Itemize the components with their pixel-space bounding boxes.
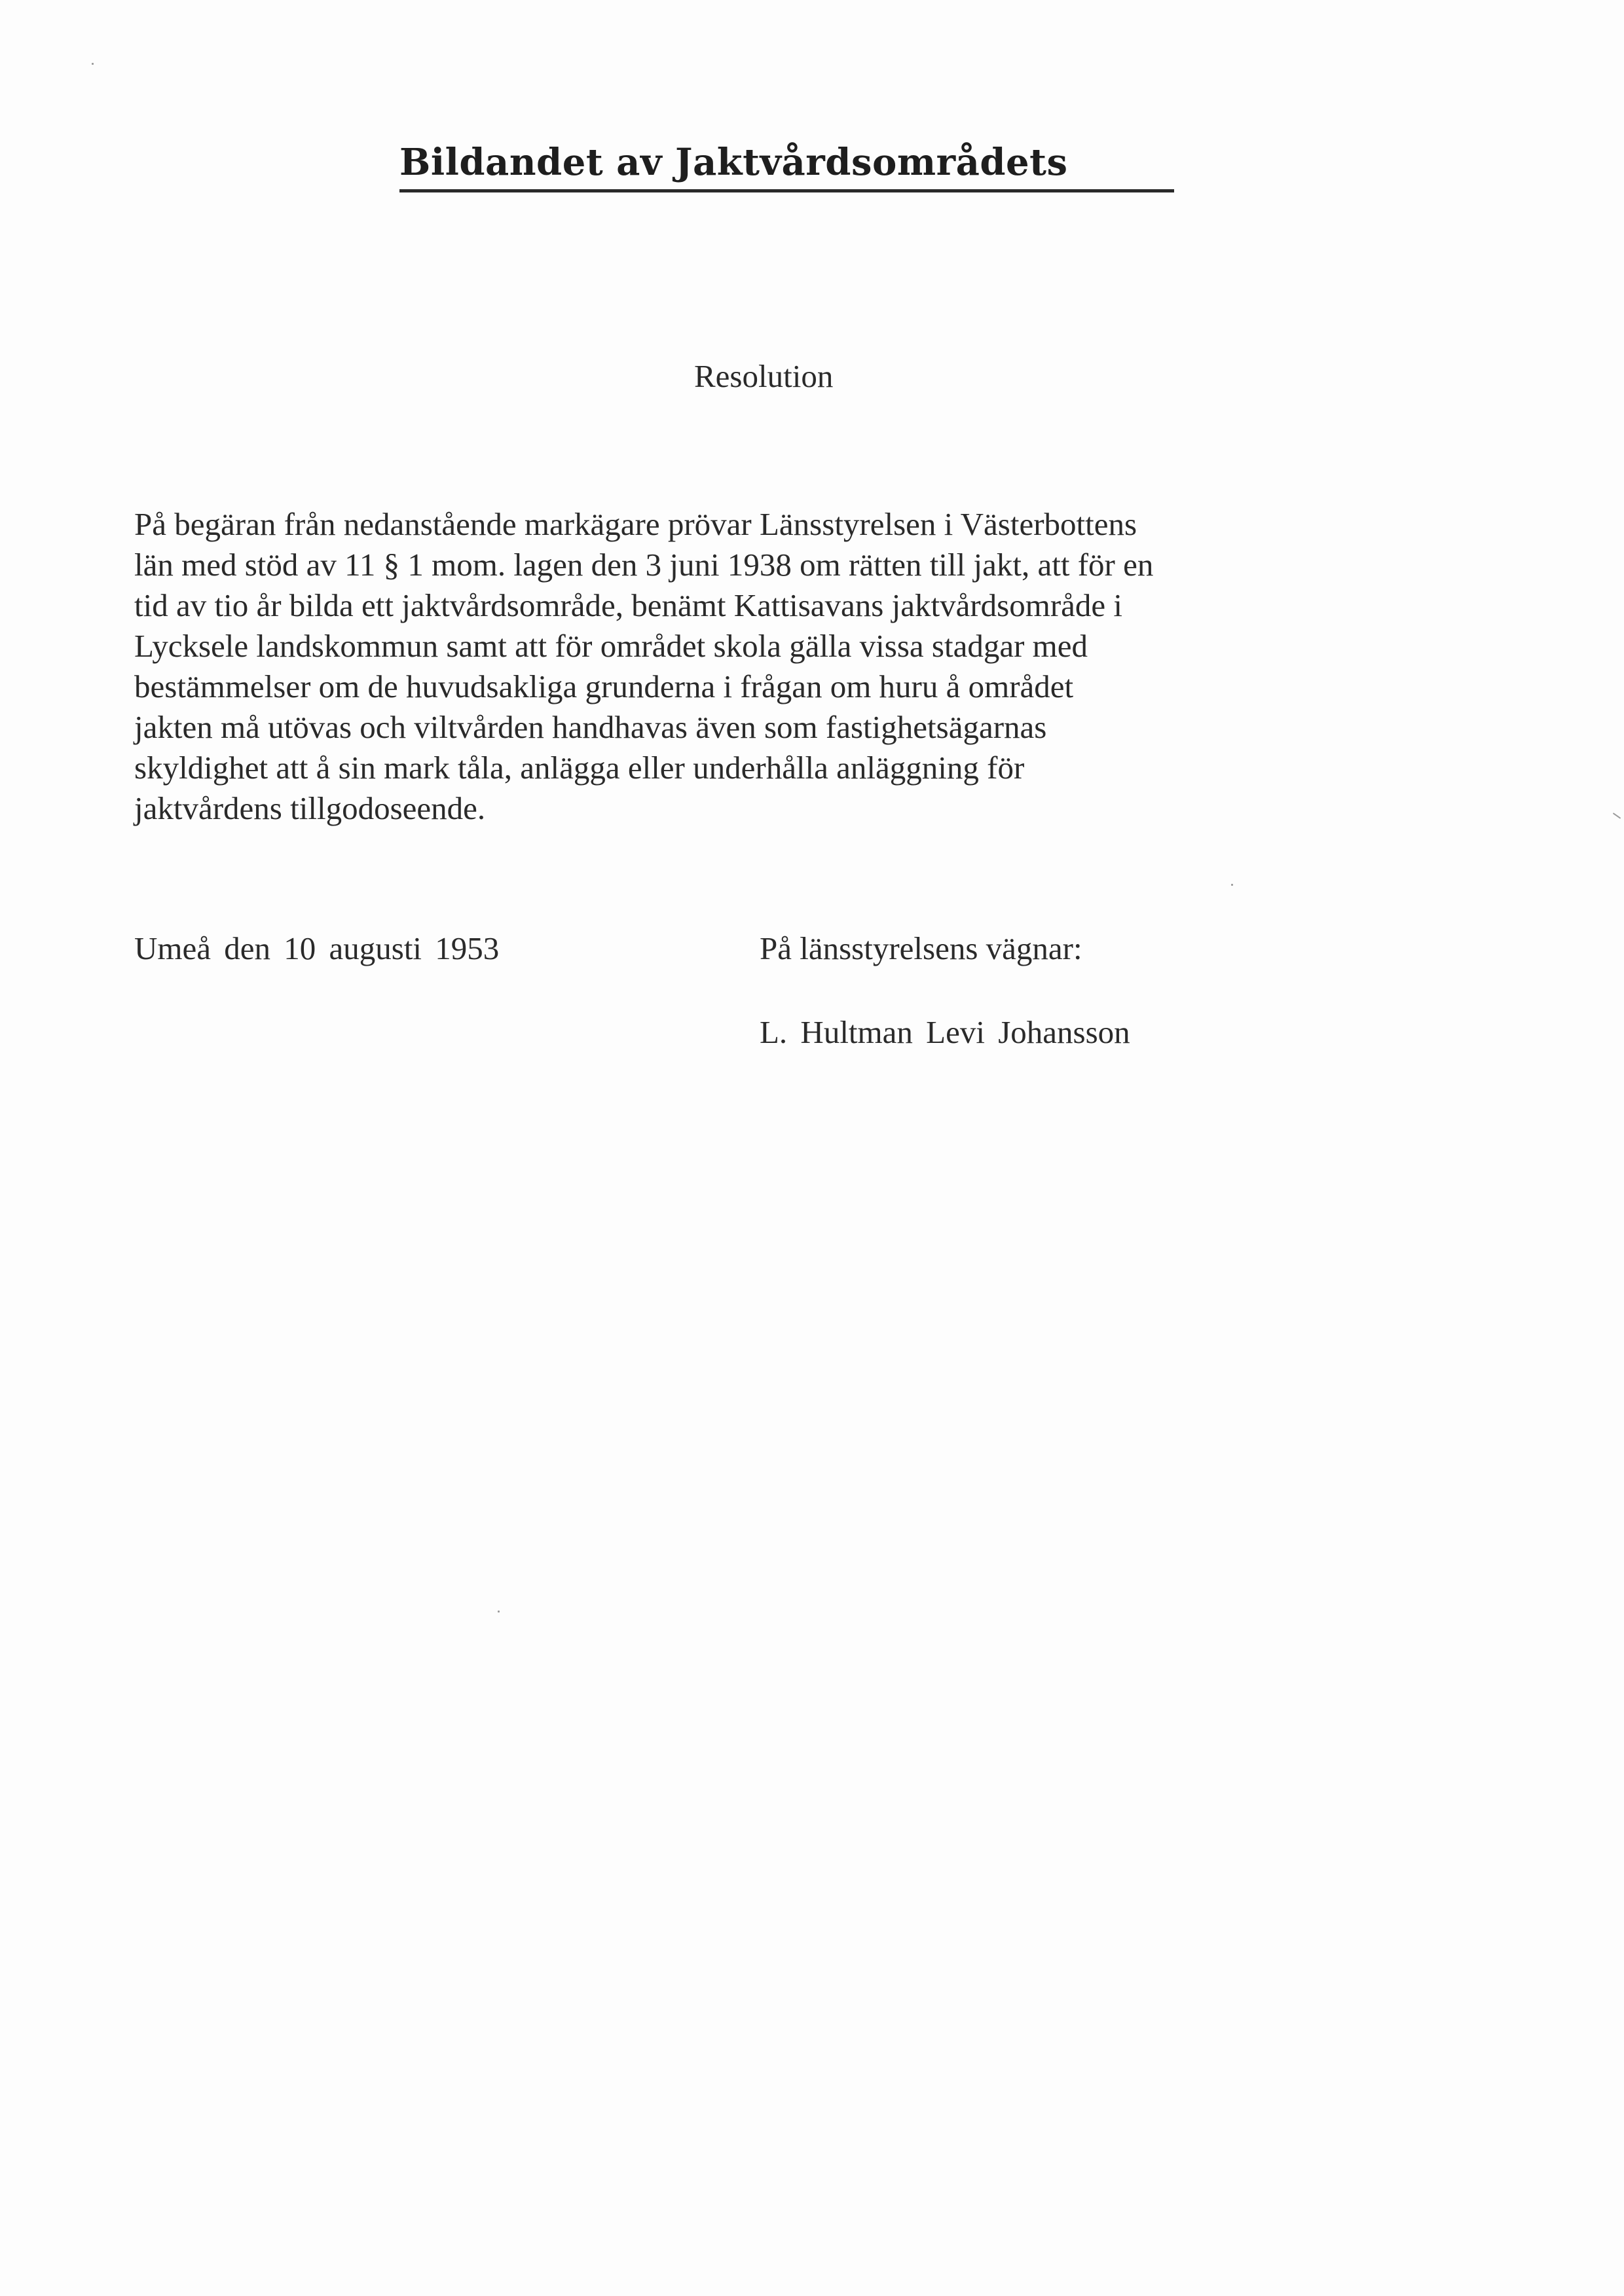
on-behalf-line: På länsstyrelsens vägnar:: [760, 930, 1082, 966]
signatories: L. Hultman Levi Johansson: [760, 1014, 1130, 1050]
document-title: Bildandet av Jaktvårdsområdets: [399, 141, 1068, 184]
document-subtitle: Resolution: [694, 358, 834, 394]
place-and-date: Umeå den 10 augusti 1953: [134, 930, 500, 966]
resolution-body: På begäran från nedanstående markägare prövar Länsstyrelsen i Västerbottens län med stöd av 11 § 1 mom. lagen den 3 juni 1938 om rätten till jakt, att för en tid av tio år bilda ett jaktvårdsområde, benämt Kattisavans jaktvårdsområde i Lycksele landskommun samt att för området skola gälla vissa stadgar med bestämmelser om de huvudsakliga grunderna i frågan om huru å området jakten må utövas och viltvården handhavas även som fastighetsägarnas skyldighet att å sin mark tåla, anlägga eller underhålla anläggning för jaktvårdens tillgodoseende.: [134, 506, 1154, 826]
scan-speck: [1613, 812, 1621, 819]
title-underline: [399, 189, 1174, 192]
scan-speck: [1231, 884, 1233, 886]
scan-speck: [498, 1611, 500, 1613]
scan-speck: [92, 63, 94, 65]
